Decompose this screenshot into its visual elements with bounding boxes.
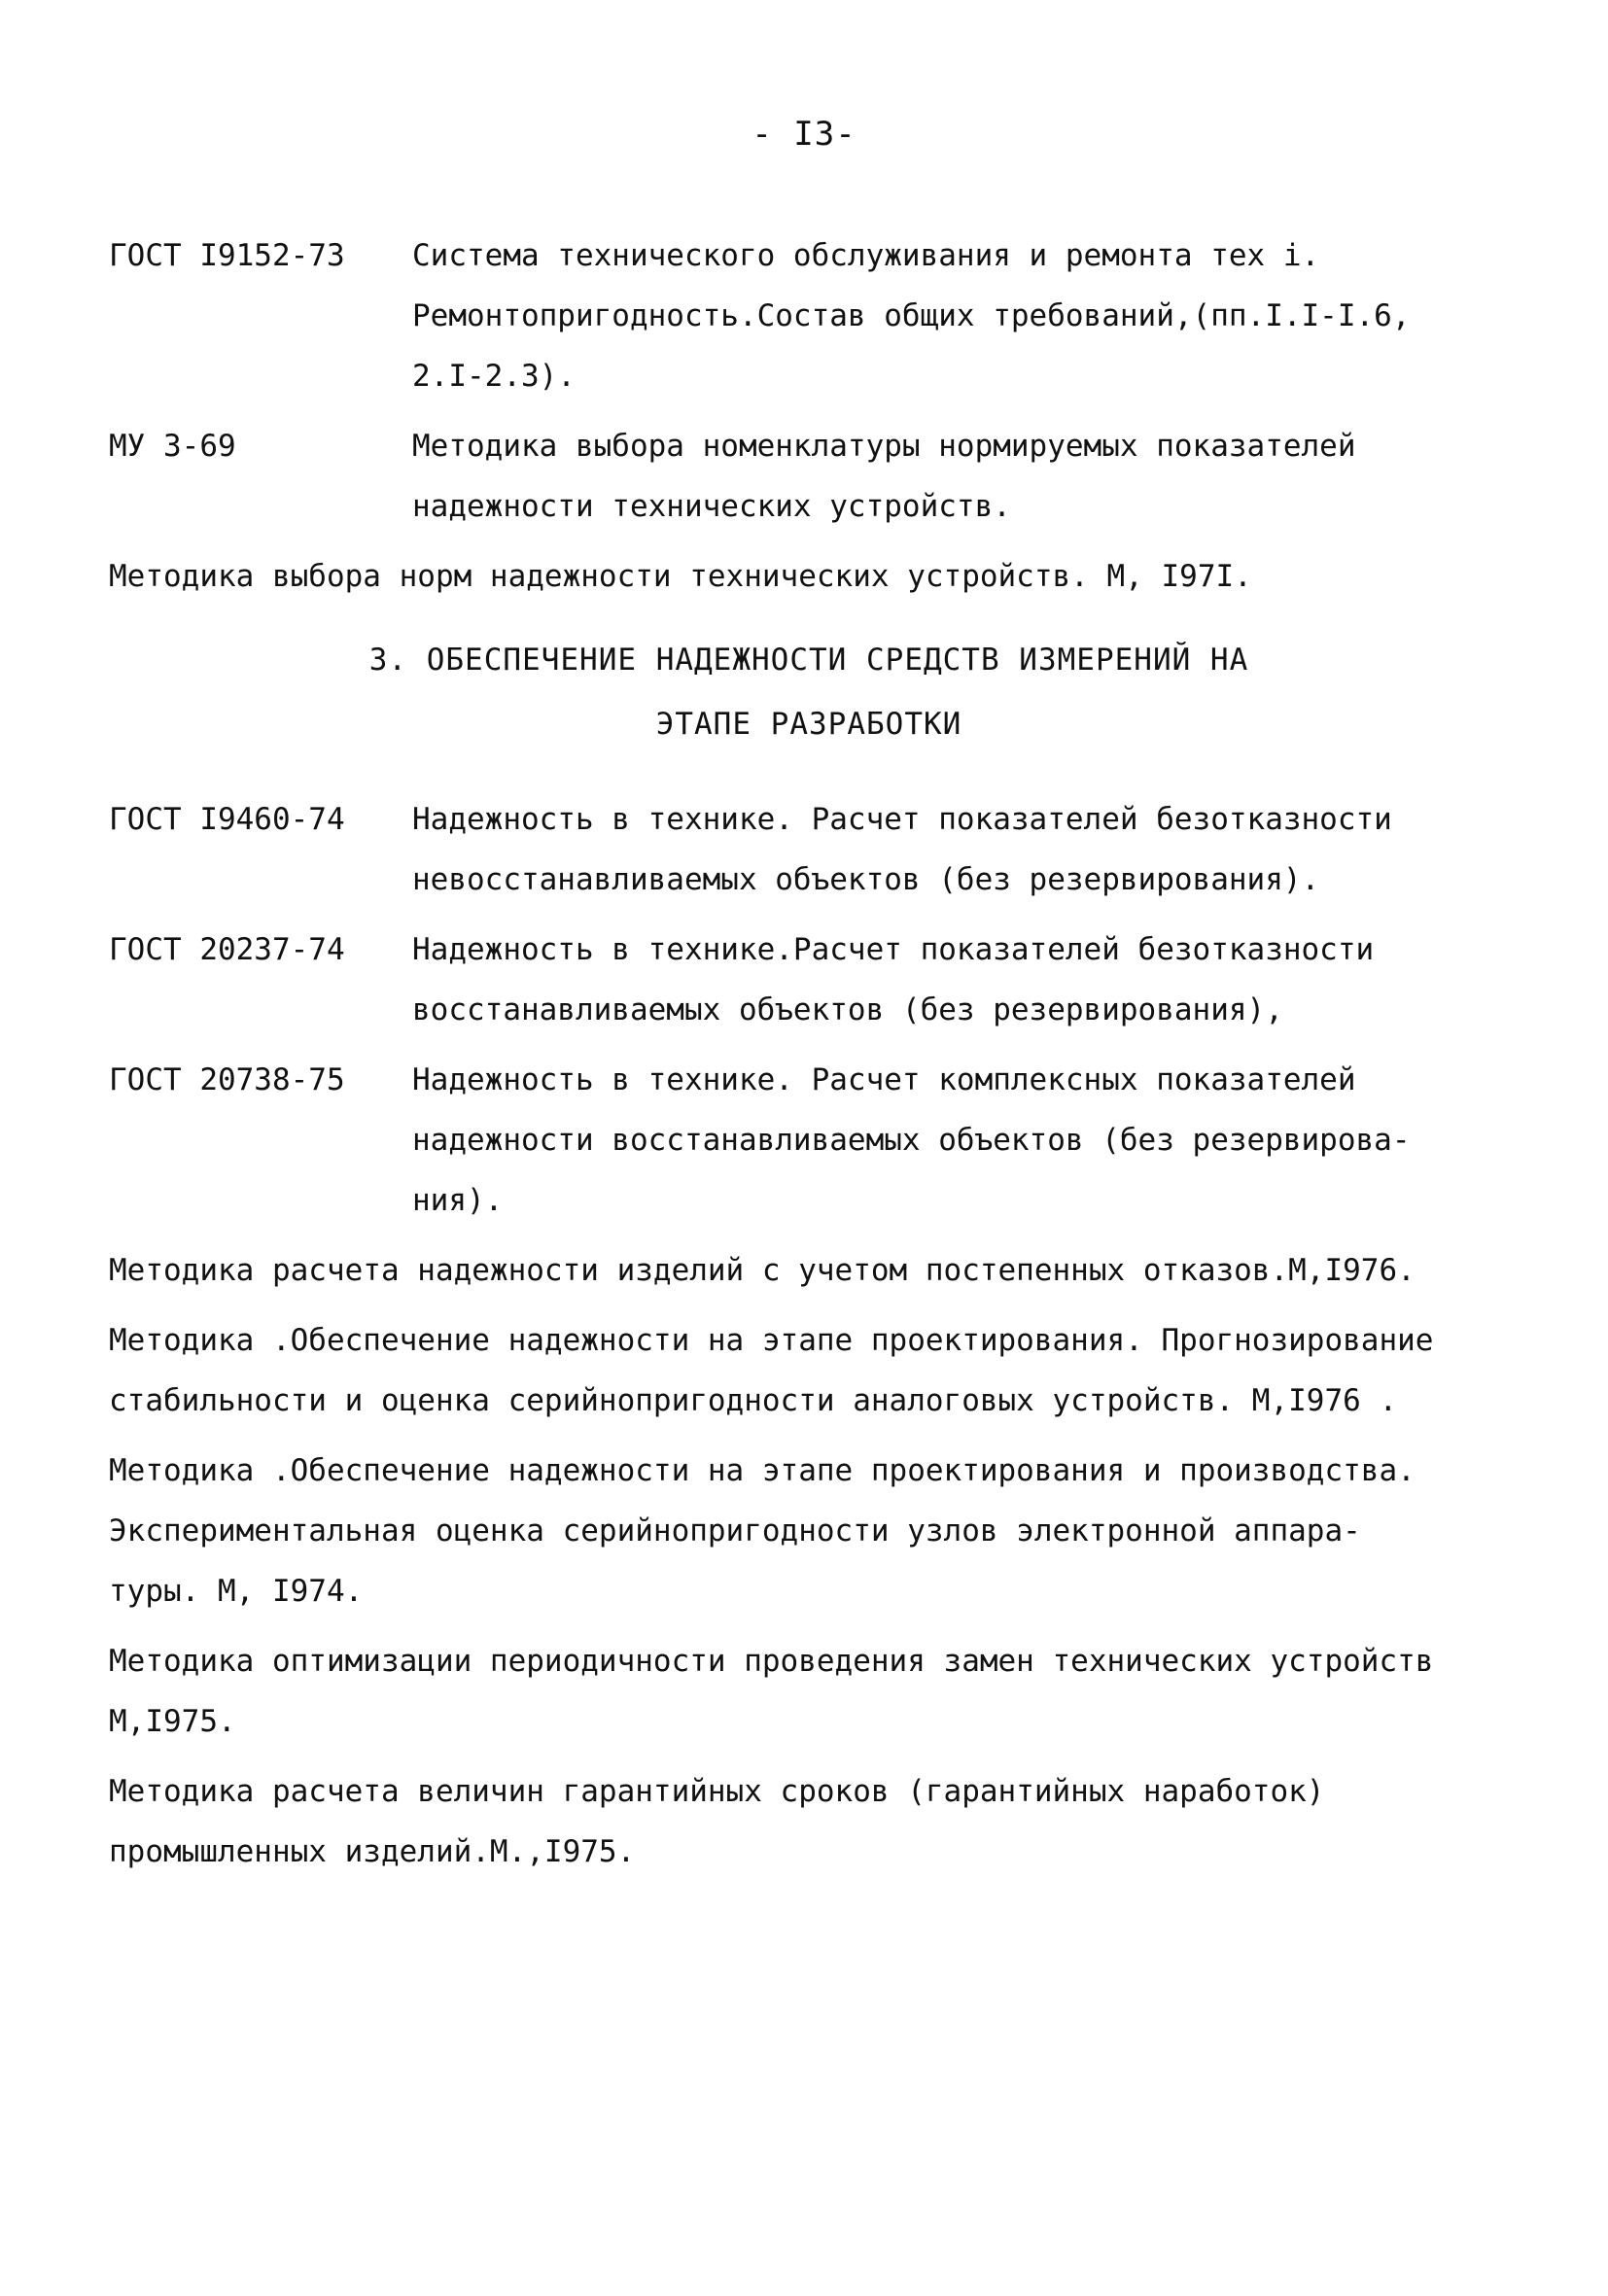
reference-paragraph: Методика расчета надежности изделий с учетом постепенных отказов.М,I976. (109, 1253, 1416, 1288)
reference-code: ГОСТ I9152-73 (109, 238, 345, 273)
reference-code: ГОСТ 20738-75 (109, 1062, 345, 1097)
reference-title: Надежность в технике.Расчет показателей безотказности восстанавливаемых объектов (без резервирования), (412, 932, 1375, 1027)
reference-code: МУ 3-69 (109, 429, 236, 464)
reference-title: Надежность в технике. Расчет комплексных показателей надежности восстанавливаемых объектов (без резервирова- ния). (412, 1062, 1411, 1218)
reference-code: ГОСТ 20237-74 (109, 932, 345, 967)
reference-paragraph: Методика .Обеспечение надежности на этапе проектирования и производства. Экспериментальная оценка серийнопригодности узлов электронной аппара- туры. М, I974. (109, 1453, 1416, 1609)
reference-entry (109, 920, 1509, 1040)
reference-code: ГОСТ I9460-74 (109, 802, 345, 837)
reference-paragraph: Методика .Обеспечение надежности на этапе проектирования. Прогнозирование стабильности и оценка серийнопригодности аналоговых устройств. М,I976 . (109, 1323, 1434, 1418)
reference-entry (109, 416, 1509, 537)
reference-entry (109, 1050, 1509, 1231)
reference-entry (109, 789, 1509, 910)
page-number: - I3- (752, 115, 856, 154)
reference-paragraph: Методика оптимизации периодичности проведения замен технических устройств М,I975. (109, 1644, 1434, 1739)
reference-title: Методика выбора номенклатуры нормируемых показателей надежности технических устройств. (412, 429, 1356, 524)
section-heading-line-2: ЭТАПЕ РАЗРАБОТКИ (655, 707, 962, 742)
section-heading-line-1: 3. ОБЕСПЕЧЕНИЕ НАДЕЖНОСТИ СРЕДСТВ ИЗМЕРЕНИЙ НА (368, 643, 1249, 678)
reference-title: Надежность в технике. Расчет показателей безотказности невосстанавливаемых объектов (без резервирования). (412, 802, 1392, 897)
reference-paragraph: Методика выбора норм надежности технических устройств. М, I97I. (109, 559, 1252, 594)
reference-title: Система технического обслуживания и ремонта тех i. Ремонтопригодность.Состав общих требований,(пп.I.I-I.6, 2.I-2.3). (412, 238, 1411, 394)
reference-paragraph: Методика расчета величин гарантийных сроков (гарантийных наработок) промышленных изделий.М.,I975. (109, 1774, 1325, 1869)
references-list (109, 226, 1509, 1892)
section-heading (109, 628, 1509, 756)
reference-entry (109, 226, 1509, 406)
